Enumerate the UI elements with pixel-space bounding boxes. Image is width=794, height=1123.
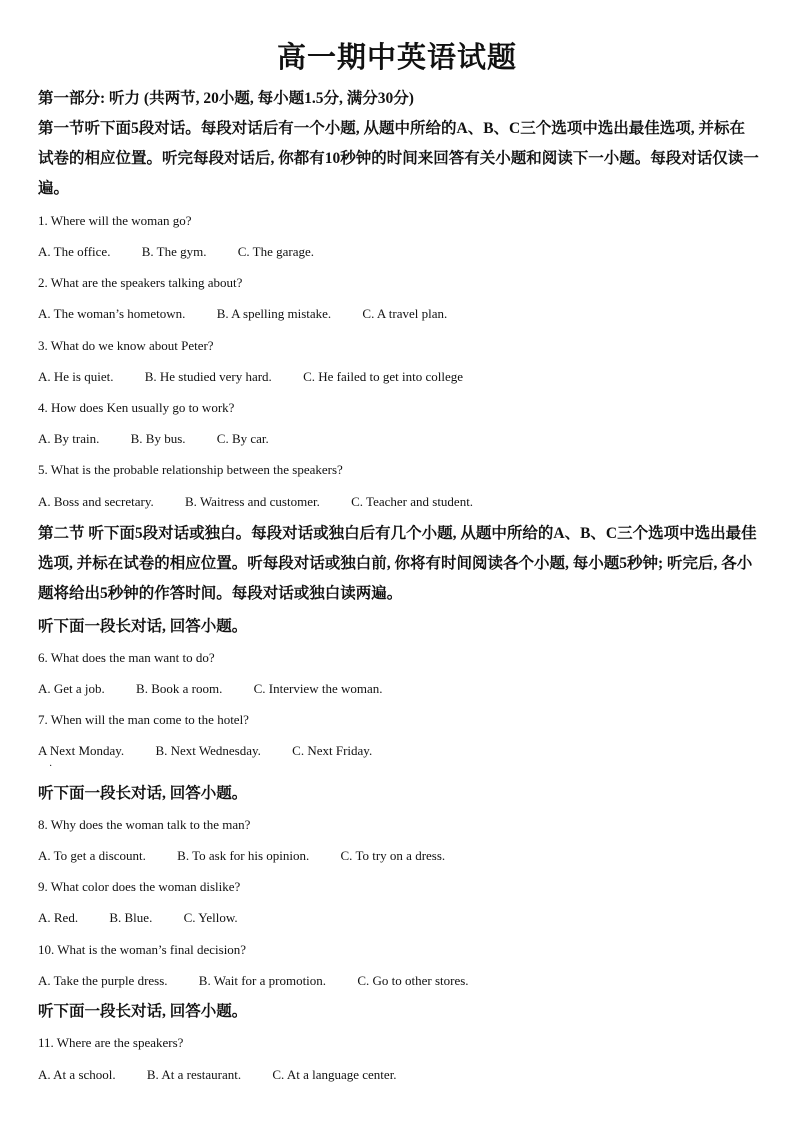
option-c: C. By car. — [216, 431, 269, 446]
stray-dot-mark: · — [49, 761, 53, 772]
question-10: 10. What is the woman’s final decision? — [38, 942, 247, 957]
options-1 — [38, 242, 760, 262]
question-8: 8. Why does the woman talk to the man? — [38, 817, 251, 832]
option-b: B. He studied very hard. — [144, 369, 272, 384]
options-4 — [38, 429, 760, 449]
question-5: 5. What is the probable relationship between the speakers? — [38, 462, 343, 477]
option-a: A. Get a job. — [38, 681, 105, 696]
options-7 — [38, 741, 760, 761]
section1-instructions: 第一节听下面5段对话。每段对话后有一个小题, 从题中所给的A、B、C三个选项中选出最佳选项, 并标在试卷的相应位置。听完每段对话后, 你都有10秒钟的时间来回答有关小题和阅读下一小题。每段对话仅读一遍。 — [38, 120, 759, 197]
question-7: 7. When will the man come to the hotel? — [38, 712, 249, 727]
option-b: B. To ask for his opinion. — [177, 848, 310, 863]
option-c: C. He failed to get into college — [303, 369, 463, 384]
option-c: C. Interview the woman. — [253, 681, 383, 696]
listen-instruction-3: 听下面一段长对话, 回答小题。 — [38, 1003, 248, 1020]
question-1: 1. Where will the woman go? — [38, 213, 192, 228]
options-10 — [38, 971, 760, 991]
option-a: A. The office. — [38, 244, 111, 259]
question-11: 11. Where are the speakers? — [38, 1035, 184, 1050]
options-11 — [38, 1065, 760, 1085]
option-c: C. At a language center. — [272, 1067, 397, 1082]
option-b: B. Blue. — [109, 910, 153, 925]
options-6 — [38, 679, 760, 699]
listen-instruction-2: 听下面一段长对话, 回答小题。 — [38, 785, 248, 802]
option-a: A. Take the purple dress. — [38, 973, 168, 988]
page-title: 高一期中英语试题 — [276, 42, 517, 74]
options-5 — [38, 492, 760, 512]
option-a: A. To get a discount. — [38, 848, 146, 863]
option-b: B. Waitress and customer. — [185, 494, 320, 509]
option-b: B. A spelling mistake. — [216, 306, 332, 321]
option-a: A. The woman’s hometown. — [38, 306, 186, 321]
question-3: 3. What do we know about Peter? — [38, 338, 214, 353]
options-3 — [38, 367, 760, 387]
option-c: C. To try on a dress. — [340, 848, 446, 863]
option-c: C. Teacher and student. — [351, 494, 474, 509]
option-a: A. By train. — [38, 431, 100, 446]
option-a: A. At a school. — [38, 1067, 116, 1082]
option-a: A. He is quiet. — [38, 369, 114, 384]
option-c: C. Go to other stores. — [357, 973, 469, 988]
option-a: A Next Monday. — [38, 743, 125, 758]
part1-heading: 第一部分: 听力 (共两节, 20小题, 每小题1.5分, 满分30分) — [38, 90, 414, 107]
option-b: B. By bus. — [130, 431, 186, 446]
options-9 — [38, 908, 760, 928]
option-b: B. The gym. — [141, 244, 207, 259]
option-c: C. Next Friday. — [292, 743, 373, 758]
question-4: 4. How does Ken usually go to work? — [38, 400, 235, 415]
option-c: C. A travel plan. — [362, 306, 448, 321]
section2-instructions: 第二节 听下面5段对话或独白。每段对话或独白后有几个小题, 从题中所给的A、B、C三个选项中选出最佳选项, 并标在试卷的相应位置。听每段对话或独白前, 你将有时间阅读各个小题, 每小题5秒钟; 听完后, 各小题将给出5秒钟的作答时间。每段对话或独白读两遍。 — [38, 525, 757, 602]
option-c: C. The garage. — [237, 244, 315, 259]
option-b: B. At a restaurant. — [146, 1067, 242, 1082]
option-b: B. Wait for a promotion. — [198, 973, 327, 988]
option-c: C. Yellow. — [183, 910, 238, 925]
option-b: B. Book a room. — [136, 681, 223, 696]
options-8 — [38, 846, 760, 866]
option-a: A. Red. — [38, 910, 79, 925]
options-2 — [38, 304, 760, 324]
question-2: 2. What are the speakers talking about? — [38, 275, 243, 290]
option-a: A. Boss and secretary. — [38, 494, 154, 509]
listen-instruction-1: 听下面一段长对话, 回答小题。 — [38, 618, 248, 635]
question-6: 6. What does the man want to do? — [38, 650, 215, 665]
option-b: B. Next Wednesday. — [155, 743, 261, 758]
question-9: 9. What color does the woman dislike? — [38, 879, 241, 894]
